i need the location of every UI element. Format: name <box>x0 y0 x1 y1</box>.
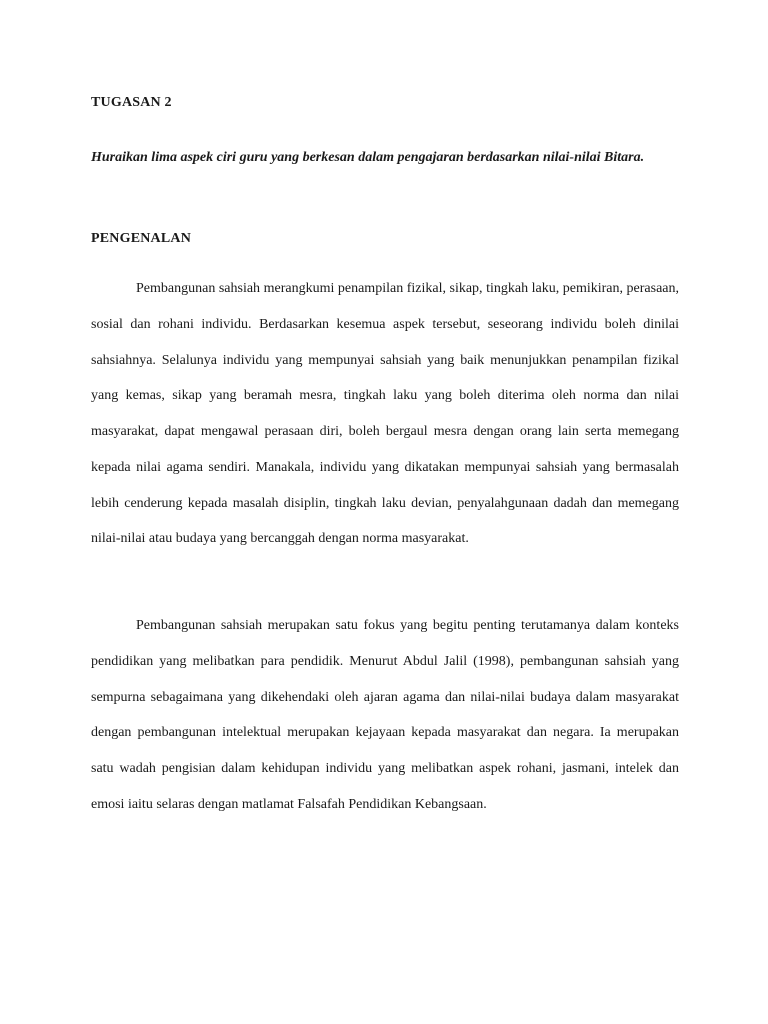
paragraph-2: Pembangunan sahsiah merupakan satu fokus yang begitu penting terutamanya dalam konteks pendidikan yang melibatkan para pendidik. Menurut Abdul Jalil (1998), pembangunan sahsiah yang sempurna sebagaimana yang dikehendaki oleh ajaran agama dan nilai-nilai budaya dalam masyarakat dengan pembangunan intelektual merupakan kejayaan kepada masyarakat dan negara. Ia merupakan satu wadah pengisian dalam kehidupan individu yang melibatkan aspek rohani, jasmani, intelek dan emosi iaitu selaras dengan matlamat Falsafah Pendidikan Kebangsaan. <box>91 618 679 812</box>
assignment-title: TUGASAN 2 <box>91 95 172 110</box>
paragraph-1: Pembangunan sahsiah merangkumi penampilan fizikal, sikap, tingkah laku, pemikiran, perasaan, sosial dan rohani individu. Berdasarkan kesemua aspek tersebut, seseorang individu boleh dinilai sahsiahnya. Selalunya individu yang mempunyai sahsiah yang baik menunjukkan penampilan fizikal yang kemas, sikap yang beramah mesra, tingkah laku yang boleh diterima oleh norma dan nilai masyarakat, dapat mengawal perasaan diri, boleh bergaul mesra dengan orang lain serta memegang kepada nilai agama sendiri. Manakala, individu yang dikatakan mempunyai sahsiah yang bermasalah lebih cenderung kepada masalah disiplin, tingkah laku devian, penyalahgunaan dadah dan memegang nilai-nilai atau budaya yang bercanggah dengan norma masyarakat. <box>91 281 679 547</box>
section-heading: PENGENALAN <box>91 231 192 246</box>
assignment-question: Huraikan lima aspek ciri guru yang berkesan dalam pengajaran berdasarkan nilai-nilai Bitara. <box>91 150 645 165</box>
